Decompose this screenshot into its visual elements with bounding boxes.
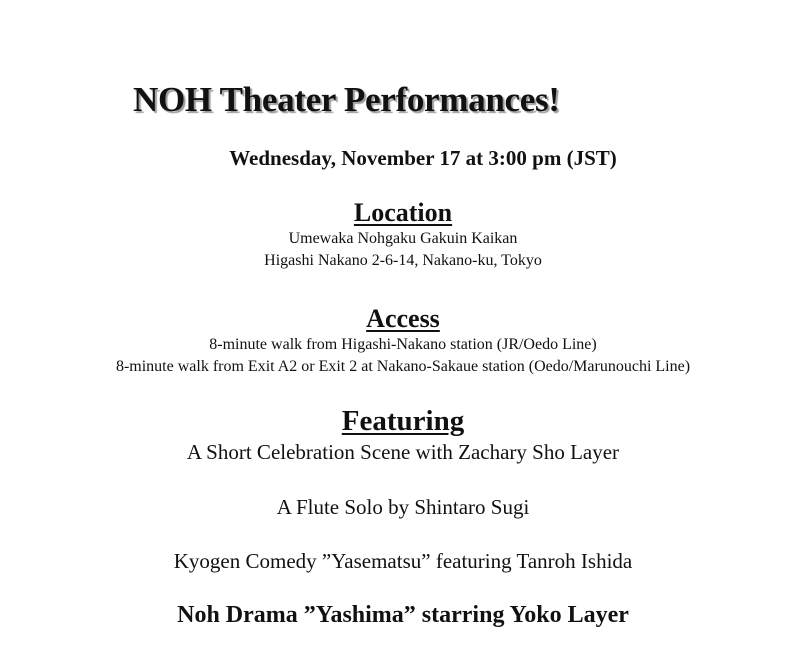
featuring-heading: Featuring xyxy=(341,405,465,437)
feature-item-kyogen: Kyogen Comedy ”Yasematsu” featuring Tanroh Ishida xyxy=(173,549,633,573)
location-section xyxy=(0,198,789,272)
event-datetime: Wednesday, November 17 at 3:00 pm (JST) xyxy=(229,146,617,170)
location-heading: Location xyxy=(353,198,453,227)
venue-name: Umewaka Nohgaku Gakuin Kaikan xyxy=(288,230,518,247)
feature-item-flute: A Flute Solo by Shintaro Sugi xyxy=(276,495,530,519)
page-title: NOH Theater Performances! xyxy=(133,80,560,119)
feature-item-celebration: A Short Celebration Scene with Zachary Sho Layer xyxy=(186,440,620,464)
access-heading: Access xyxy=(366,304,440,333)
venue-address: Higashi Nakano 2-6-14, Nakano-ku, Tokyo xyxy=(264,252,542,269)
access-section xyxy=(0,304,789,378)
featuring-section xyxy=(0,406,789,436)
access-line-2: 8-minute walk from Exit A2 or Exit 2 at Nakano-Sakaue station (Oedo/Marunouchi Line) xyxy=(115,358,691,375)
feature-item-noh-drama: Noh Drama ”Yashima” starring Yoko Layer xyxy=(177,602,629,628)
access-line-1: 8-minute walk from Higashi-Nakano station (JR/Oedo Line) xyxy=(209,336,597,353)
